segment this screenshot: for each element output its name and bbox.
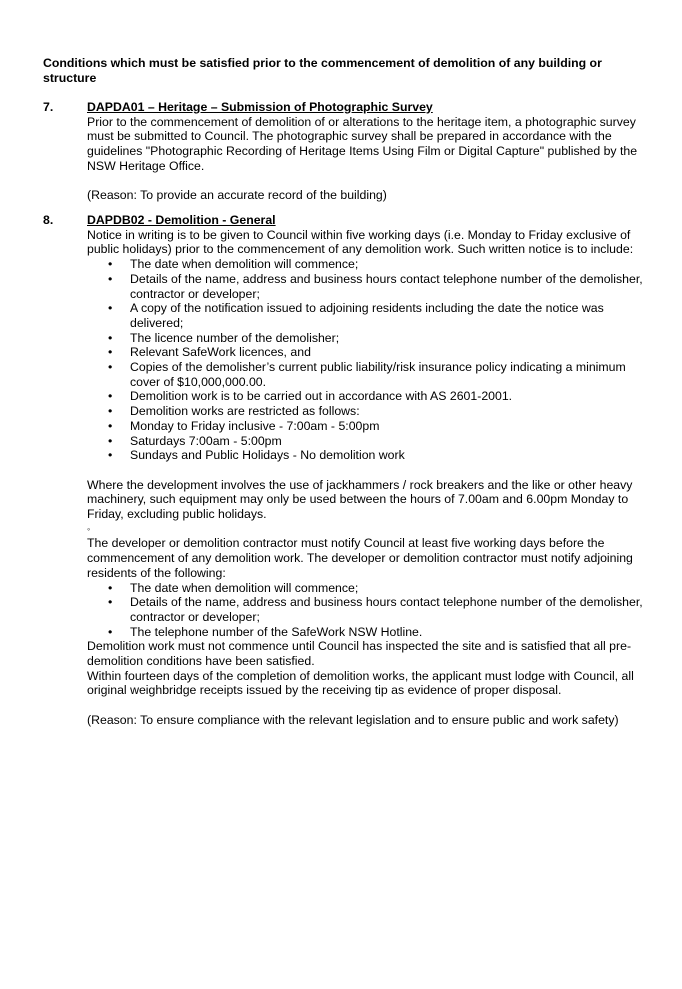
notice-requirements-list [87, 257, 653, 463]
condition-number: 7. [43, 100, 54, 114]
weighbridge-paragraph: Within fourteen days of the completion of demolition works, the applicant must lodge with Council, all original weighbridge receipts issued by the receiving tip as evidence of proper disposal. [87, 668, 634, 698]
condition-title: DAPDA01 – Heritage – Submission of Photographic Survey [87, 100, 433, 114]
machinery-paragraph: Where the development involves the use of jackhammers / rock breakers and the like or other heavy machinery, such equipment may only be used between the hours of 7.00am and 6.00pm Monday to Friday, excluding public holidays. [87, 477, 633, 522]
bullet-icon: • [108, 448, 113, 463]
list-item: • Monday to Friday inclusive - 7:00am - 5:00pm [108, 418, 380, 433]
condition-body [87, 213, 653, 728]
condition-number: 8. [43, 213, 54, 227]
bullet-icon: • [108, 360, 113, 375]
condition-paragraph: Prior to the commencement of demolition of or alterations to the heritage item, a photographic survey must be submitted to Council. The photographic survey shall be prepared in accordance with the guidelines "Photographic Recording of Heritage Items Using Film or Digital Capture" published by the NSW Heritage Office. [87, 114, 638, 173]
bullet-icon: • [108, 301, 113, 316]
section-heading: Conditions which must be satisfied prior to the commencement of demolition of any building or structure [43, 56, 602, 85]
list-item: • Details of the name, address and business hours contact telephone number of the demolisher, contractor or developer; [108, 595, 643, 624]
list-item: • The date when demolition will commence; [108, 580, 359, 595]
bullet-icon: • [108, 389, 113, 404]
list-item: • Copies of the demolisher’s current public liability/risk insurance policy indicating a minimum cover of $10,000,000.00. [108, 360, 626, 389]
inspection-paragraph: Demolition work must not commence until Council has inspected the site and is satisfied that all pre-demolition conditions have been satisfied. [87, 639, 632, 669]
condition-reason: (Reason: To provide an accurate record of the building) [87, 188, 387, 203]
condition-title: DAPDB02 - Demolition - General [87, 213, 276, 227]
bullet-icon: • [108, 345, 113, 360]
list-item: • Demolition work is to be carried out in accordance with AS 2601-2001. [108, 389, 513, 404]
bullet-icon: • [108, 595, 113, 610]
list-item: • Details of the name, address and business hours contact telephone number of the demolisher, contractor or developer; [108, 271, 643, 301]
list-item: • The licence number of the demolisher; [108, 330, 340, 345]
list-item: • Sundays and Public Holidays - No demolition work [108, 448, 405, 463]
list-item: • The telephone number of the SafeWork NSW Hotline. [108, 624, 423, 639]
bullet-icon: • [108, 404, 113, 419]
list-item: • Relevant SafeWork licences, and [108, 345, 311, 360]
bullet-icon: • [108, 418, 113, 433]
condition-reason: (Reason: To ensure compliance with the relevant legislation and to ensure public and work safety) [87, 712, 619, 727]
list-item: • Demolition works are restricted as follows: [108, 404, 360, 419]
bullet-icon: • [108, 271, 113, 286]
list-item: • A copy of the notification issued to adjoining residents including the date the notice was delivered; [108, 301, 604, 330]
bullet-icon: • [108, 330, 113, 345]
bullet-icon: • [108, 257, 113, 272]
notice-paragraph: Notice in writing is to be given to Council within five working days (i.e. Monday to Friday exclusive of public holidays) prior to the commencement of any demolition work. Such written notice is to include: [87, 227, 634, 257]
list-item: • The date when demolition will commence; [108, 257, 359, 272]
condition-8 [43, 213, 653, 728]
condition-body [87, 100, 653, 203]
list-item: • Saturdays 7:00am - 5:00pm [108, 433, 282, 448]
bullet-icon: • [108, 580, 113, 595]
condition-7 [43, 100, 653, 203]
notify-residents-list [87, 581, 653, 640]
bullet-icon: • [108, 624, 113, 639]
notify-paragraph: The developer or demolition contractor must notify Council at least five working days before the commencement of any demolition work. The developer or demolition contractor must notify adjoining residents of the following: [87, 536, 633, 580]
bullet-icon: • [108, 433, 113, 448]
stray-circle-icon: ◦ [87, 523, 91, 534]
